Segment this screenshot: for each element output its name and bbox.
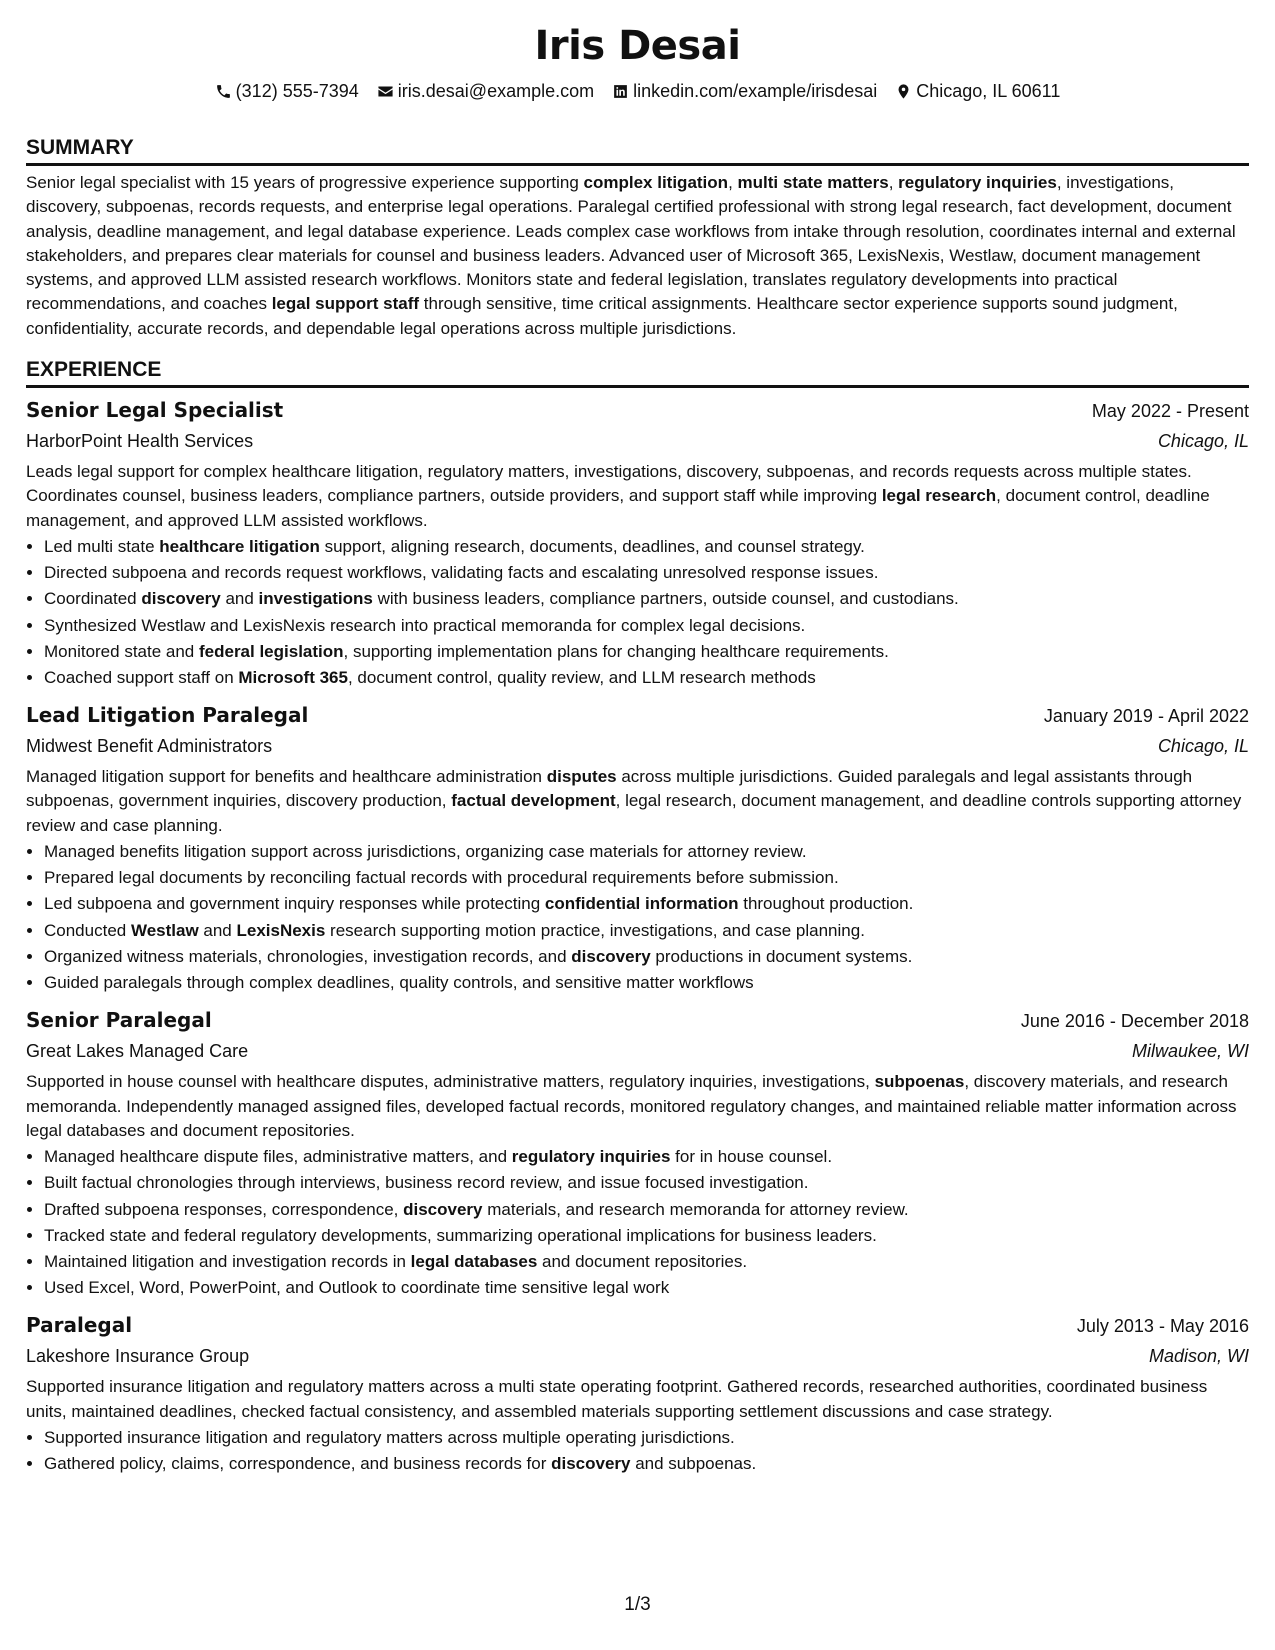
contact-location [895,78,1060,104]
job-title: Lead Litigation Paralegal [26,703,309,728]
job-entry [26,700,1249,996]
contact-phone[interactable] [215,78,359,104]
emphasized-text: legal support staff [271,294,420,314]
job-description [26,1375,1249,1424]
text-run: across multiple jurisdictions. Guided paralegals and legal assistants through subpoenas, government inquiries, discovery production, [26,767,1193,811]
list-item [44,534,1249,560]
contact-linkedin[interactable] [612,78,877,104]
text-run: materials, and research memoranda for attorney review. [482,1199,909,1219]
resume-content [26,134,1249,1477]
text-run: Coordinated [44,589,142,609]
text-run: , investigations, discovery, subpoenas, records requests, and enterprise legal operations. Paralegal certified professional with strong legal research, fact development, document analysis, deadline management, and legal database experience. Leads complex case workflows from intake through resolution, coordinates internal and external stakeholders, and prepares clear materials for counsel and business leaders. Advanced user of Microsoft 365, LexisNexis, Westlaw, document management systems, and approved LLM assisted research workflows. Monitors state and federal legislation, translates regulatory developments into practical recommendations, and coaches [26,173,1236,314]
job-header-row [26,1005,1249,1036]
list-item [44,1249,1249,1275]
text-run: Monitored state and [44,641,199,661]
text-run: Organized witness materials, chronologies, investigation records, and [44,946,572,966]
list-item [44,839,1249,865]
text-run: , [888,173,899,192]
job-company: Lakeshore Insurance Group [26,1346,250,1367]
text-run: with business leaders, compliance partners, outside counsel, and custodians. [372,589,959,609]
emphasized-text: subpoenas [874,1072,965,1092]
emphasized-text: complex litigation [583,173,729,192]
list-item [44,1170,1249,1196]
job-dates: May 2022 - Present [1091,401,1249,422]
list-item [44,1275,1249,1301]
text-run: for in house counsel. [670,1147,833,1167]
text-run: Tracked state and federal regulatory developments, summarizing operational implications for business leaders. [44,1225,877,1245]
job-company: Midwest Benefit Administrators [26,736,273,757]
text-run: Managed litigation support for benefits and healthcare administration [26,767,547,787]
emphasized-text: LexisNexis [236,920,326,940]
job-title: Senior Paralegal [26,1008,212,1033]
emphasized-text: confidential information [544,894,739,914]
job-company-row [26,1341,1249,1371]
job-description [26,765,1249,838]
list-item [44,970,1249,996]
emphasized-text: federal legislation [198,641,344,661]
text-run: and subpoenas. [630,1454,757,1474]
job-description [26,460,1249,533]
list-item [44,1197,1249,1223]
list-item [44,891,1249,917]
emphasized-text: Microsoft 365 [238,667,348,687]
job-bullet-list [26,1425,1249,1477]
page-number: 1/3 [624,1594,651,1615]
job-location: Chicago, IL [1157,736,1249,757]
job-company: HarborPoint Health Services [26,431,254,452]
emphasized-text: regulatory inquiries [898,173,1057,192]
phone-text: (312) 555-7394 [235,81,359,101]
list-item [44,1425,1249,1451]
emphasized-text: investigations [258,589,373,609]
text-run: throughout production. [738,894,914,914]
job-dates: January 2019 - April 2022 [1043,706,1249,727]
text-run: , document control, deadline management, and approved LLM assisted workflows. [26,486,1210,530]
job-location: Chicago, IL [1157,431,1249,452]
emphasized-text: disputes [546,767,617,787]
job-entry [26,1005,1249,1301]
list-item [44,1451,1249,1477]
job-entry [26,395,1249,691]
text-run: Managed healthcare dispute files, administrative matters, and [44,1147,512,1167]
emphasized-text: multi state matters [737,173,889,192]
linkedin-icon [612,83,629,100]
text-run: Synthesized Westlaw and LexisNexis research into practical memoranda for complex legal decisions. [44,615,806,635]
contact-email[interactable] [377,78,594,104]
emphasized-text: discovery [403,1199,483,1219]
text-run: Led subpoena and government inquiry responses while protecting [44,894,545,914]
candidate-name: Iris Desai [534,23,741,69]
job-header-row [26,1310,1249,1341]
job-dates: June 2016 - December 2018 [1020,1011,1249,1032]
text-run: Managed benefits litigation support across jurisdictions, organizing case materials for attorney review. [44,842,807,862]
text-run: Conducted [44,920,131,940]
emphasized-text: legal databases [410,1252,538,1271]
contact-bar [0,78,1275,104]
job-header-row [26,395,1249,426]
list-item [44,1144,1249,1170]
emphasized-text: regulatory inquiries [511,1147,671,1167]
list-item [44,613,1249,639]
text-run: support, aligning research, documents, deadlines, and counsel strategy. [319,536,865,556]
list-item [44,944,1249,970]
experience-heading: EXPERIENCE [26,356,1249,388]
text-run: through sensitive, time critical assignments. Healthcare sector experience supports sound judgment, confidentiality, accurate records, and dependable legal operations across multiple jurisdictions. [26,294,1178,338]
text-run: , discovery materials, and research memoranda. Independently managed assigned files, developed factual records, monitored regulatory changes, and maintained reliable matter information across legal databases and document repositories. [26,1072,1237,1140]
phone-icon [215,83,232,100]
job-dates: July 2013 - May 2016 [1076,1316,1249,1337]
text-run: and [198,920,237,940]
list-item [44,865,1249,891]
emphasized-text: discovery [141,589,221,609]
text-run: Built factual chronologies through interviews, business record review, and issue focused investigation. [44,1173,809,1193]
emphasized-text: discovery [551,1454,631,1474]
summary-paragraph [26,171,1249,341]
job-title: Paralegal [26,1313,133,1338]
job-bullet-list [26,534,1249,691]
job-company: Great Lakes Managed Care [26,1041,249,1062]
email-text: iris.desai@example.com [397,81,595,101]
text-run: Supported insurance litigation and regulatory matters across multiple operating jurisdictions. [44,1428,735,1447]
text-run: Maintained litigation and investigation records in [44,1252,411,1271]
summary-heading: SUMMARY [26,134,1249,166]
job-header-row [26,700,1249,731]
job-location: Madison, WI [1148,1346,1249,1367]
list-item [44,1223,1249,1249]
emphasized-text: discovery [571,946,651,966]
text-run: Directed subpoena and records request workflows, validating facts and escalating unresolved response issues. [44,563,879,583]
job-description [26,1070,1249,1143]
job-company-row [26,1036,1249,1066]
list-item [44,586,1249,612]
job-bullet-list [26,839,1249,996]
text-run: Coached support staff on [44,667,239,687]
job-company-row [26,731,1249,761]
map-pin-icon [895,83,912,100]
emphasized-text: legal research [881,486,997,506]
location-text: Chicago, IL 60611 [916,81,1061,101]
job-location: Milwaukee, WI [1131,1041,1249,1062]
text-run: Supported insurance litigation and regulatory matters across a multi state operating footprint. Gathered records, researched authorities, coordinated business units, maintained deadlines, checked factual consistency, and assembled materials supporting settlement discussions and case strategy. [26,1377,1208,1421]
list-item [44,560,1249,586]
envelope-icon [377,83,394,100]
text-run: , document control, quality review, and LLM research methods [347,667,816,687]
text-run: productions in document systems. [650,946,913,966]
emphasized-text: healthcare litigation [159,536,320,556]
linkedin-text: linkedin.com/example/irisdesai [633,81,878,101]
text-run: Leads legal support for complex healthcare litigation, regulatory matters, investigations, discovery, subpoenas, and records requests across multiple states. Coordinates counsel, business leaders, compliance partners, outside providers, and support staff while improving [26,462,1192,506]
list-item [44,918,1249,944]
text-run: and document repositories. [537,1252,748,1271]
text-run: , legal research, document management, and deadline controls supporting attorney review and case planning. [26,791,1242,835]
job-entry [26,1310,1249,1477]
job-bullet-list [26,1144,1249,1301]
emphasized-text: factual development [451,791,616,811]
text-run: , [728,173,738,192]
text-run: Guided paralegals through complex deadlines, quality controls, and sensitive matter workflows [44,973,754,993]
job-company-row [26,426,1249,456]
text-run: Supported in house counsel with healthcare disputes, administrative matters, regulatory inquiries, investigations, [26,1072,875,1092]
emphasized-text: Westlaw [130,920,199,940]
text-run: Led multi state [44,536,160,556]
text-run: Drafted subpoena responses, correspondence, [44,1199,404,1219]
text-run: Senior legal specialist with 15 years of progressive experience supporting [26,173,584,192]
text-run: , supporting implementation plans for changing healthcare requirements. [343,641,889,661]
list-item [44,639,1249,665]
text-run: research supporting motion practice, investigations, and case planning. [325,920,865,940]
text-run: Gathered policy, claims, correspondence, and business records for [44,1454,552,1474]
list-item [44,665,1249,691]
text-run: Prepared legal documents by reconciling factual records with procedural requirements before submission. [44,868,839,888]
text-run: and [220,589,259,609]
text-run: Used Excel, Word, PowerPoint, and Outlook to coordinate time sensitive legal work [44,1278,670,1298]
experience-list [26,395,1249,1477]
job-title: Senior Legal Specialist [26,398,284,423]
